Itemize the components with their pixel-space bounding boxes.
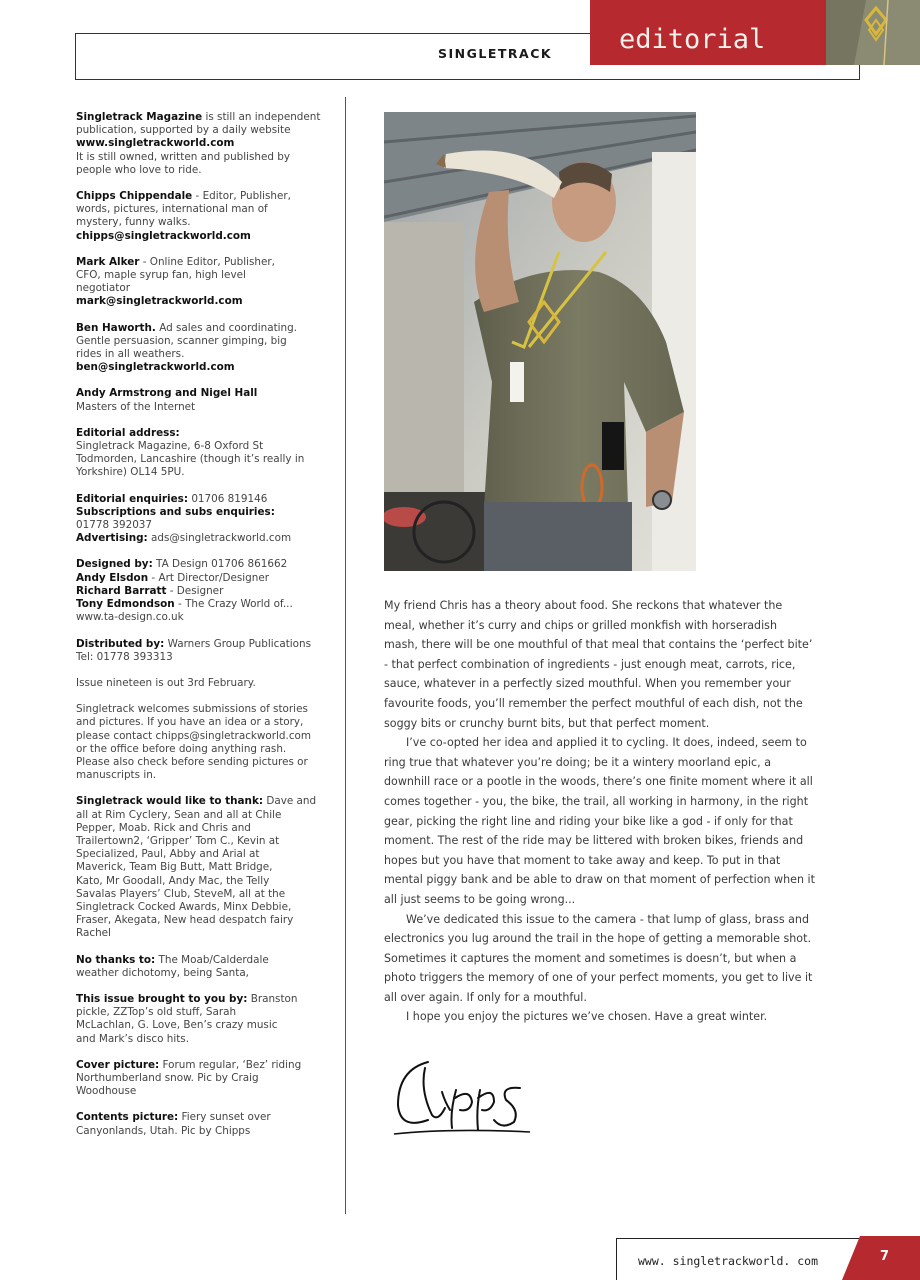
staff-email-link[interactable]: ben@singletrackworld.com: [76, 361, 235, 374]
staff-role: - Designer: [169, 584, 224, 597]
staff-role: rides in all weathers.: [76, 348, 185, 361]
no-thanks-block: [76, 954, 321, 980]
article-line: photo triggers the memory of one of your perfect moments, you get to live it: [384, 971, 813, 985]
website-link[interactable]: www.singletrackworld.com: [76, 137, 235, 150]
article-line: moment. The rest of the ride may be littered with broken bikes, friends and: [384, 834, 804, 848]
staff-role: Gentle persuasion, scanner gimping, big: [76, 334, 287, 347]
text-line: Branston: [250, 992, 298, 1005]
address-line: Todmorden, Lancashire (though it’s really in: [76, 453, 305, 466]
staff-role: - Online Editor, Publisher,: [142, 255, 275, 268]
editorial-body: [384, 596, 824, 1027]
credit-value: Warners Group Publications: [167, 637, 312, 650]
enquiries-label: Editorial enquiries:: [76, 492, 188, 505]
distribution-block: [76, 638, 321, 664]
staff-role: Masters of the Internet: [76, 400, 196, 413]
text-line: Singletrack Cocked Awards, Minx Debbie,: [76, 900, 292, 913]
staff-role: words, pictures, international man of: [76, 203, 268, 216]
staff-email-link[interactable]: mark@singletrackworld.com: [76, 295, 243, 308]
staff-email-link[interactable]: chipps@singletrackworld.com: [76, 229, 251, 242]
staff-role: - Art Director/Designer: [151, 571, 269, 584]
article-line: downhill race or a pootle in the woods, there’s one finite moment where it all: [384, 775, 813, 789]
address-label: Editorial address:: [76, 426, 180, 439]
text-line: McLachlan, G. Love, Ben’s crazy music: [76, 1019, 278, 1032]
credit-label: Distributed by:: [76, 637, 165, 650]
article-line: We’ve dedicated this issue to the camera - that lump of glass, brass and: [406, 912, 810, 926]
text-line: Fiery sunset over: [181, 1111, 271, 1124]
editorial-address: [76, 427, 321, 480]
article-line: all just seems to be going wrong...: [384, 892, 576, 906]
paragraph-2: [384, 733, 824, 909]
text-line: Dave and: [266, 795, 317, 808]
article-line: My friend Chris has a theory about food. She reckons that whatever the: [384, 599, 783, 612]
phone-number: Tel: 01778 393313: [76, 650, 173, 663]
staff-role: - The Crazy World of...: [178, 598, 293, 611]
staff-name: Mark Alker: [76, 255, 140, 268]
text-line: Pepper, Moab. Rick and Chris and: [76, 821, 251, 834]
text-line: please contact chipps@singletrackworld.com: [76, 729, 312, 742]
section-title: editorial: [619, 24, 766, 55]
text-line: Rachel: [76, 927, 111, 940]
article-line: gear, picking the right line and riding your bike like a god - if only for that: [384, 814, 793, 828]
contents-picture-credit: [76, 1111, 321, 1137]
address-line: Singletrack Magazine, 6-8 Oxford St: [76, 440, 264, 453]
enquiries-label: Subscriptions and subs enquiries:: [76, 505, 275, 518]
text-line: and Mark’s disco hits.: [76, 1032, 190, 1045]
staff-ben: [76, 322, 321, 375]
article-line: mash, there will be one mouthful of that meal that contains the ‘perfect bite’: [384, 638, 813, 652]
staff-name: Tony Edmondson: [76, 598, 175, 611]
text-line: Please also check before sending pictures or: [76, 755, 308, 768]
text-line: and pictures. If you have an idea or a story,: [76, 716, 304, 729]
paragraph-1: [384, 596, 824, 733]
thanks-block: [76, 795, 321, 940]
text-line: Savalas Players’ Club, SteveM, all at the: [76, 887, 286, 900]
enquiries-block: [76, 493, 321, 546]
article-line: electronics you lug around the trail in the hope of getting a memorable shot.: [384, 932, 811, 946]
editor-signature: [390, 1050, 550, 1145]
intro-block: [76, 111, 321, 177]
staff-chipps: [76, 190, 321, 243]
footer-website-link[interactable]: www. singletrackworld. com: [638, 1254, 819, 1268]
design-website-link[interactable]: www.ta-design.co.uk: [76, 611, 184, 624]
credit-value: TA Design 01706 861662: [156, 558, 288, 571]
article-line: sauce, whatever in a perfectly sized mouthful. When you remember your: [384, 677, 791, 691]
credit-label: Singletrack would like to thank:: [76, 795, 264, 808]
article-line: I hope you enjoy the pictures we’ve chosen. Have a great winter.: [406, 1010, 768, 1024]
article-line: mental piggy bank and be able to draw on that moment of perfection when it: [384, 873, 815, 887]
text-line: manuscripts in.: [76, 769, 157, 782]
staff-role: CFO, maple syrup fan, high level: [76, 269, 246, 282]
text-line: The Moab/Calderdale: [158, 953, 269, 966]
text-line: Fraser, Akegata, New head despatch fairy: [76, 914, 294, 927]
paragraph-3: [384, 910, 824, 1008]
intro-text: publication, supported by a daily website: [76, 124, 291, 137]
staff-name: Andy Elsdon: [76, 571, 149, 584]
next-issue-note: Issue nineteen is out 3rd February.: [76, 676, 256, 689]
staff-role: negotiator: [76, 282, 130, 295]
article-line: soggy bits or crunchy burnt bits, but that perfect moment.: [384, 716, 710, 730]
text-line: Trailertown2, ‘Gripper’ Tom C., Kevin at: [76, 834, 280, 847]
article-line: favourite foods, you’ll remember the perfect mouthful of each dish, not the: [384, 696, 803, 710]
masthead-column: [76, 111, 321, 1151]
article-line: hopes but you have that moment to take away and keep. To put in that: [384, 853, 781, 867]
credit-label: Cover picture:: [76, 1058, 160, 1071]
staff-role: - Editor, Publisher,: [195, 190, 291, 203]
page-number: 7: [880, 1249, 890, 1264]
header-thumbnail-image: [826, 0, 920, 65]
text-line: Forum regular, ‘Bez’ riding: [162, 1058, 302, 1071]
brought-block: [76, 993, 321, 1046]
intro-text: is still an independent: [205, 111, 321, 123]
staff-name: Richard Barratt: [76, 584, 167, 597]
staff-name: Chipps Chippendale: [76, 190, 193, 203]
staff-internet: [76, 387, 321, 413]
staff-mark: [76, 256, 321, 309]
enquiries-label: Advertising:: [76, 532, 148, 545]
thumbnail-shirt-logo-icon: [826, 0, 920, 65]
brand-logo: SINGLETRACK: [438, 46, 553, 61]
article-line: I’ve co-opted her idea and applied it to cycling. It does, indeed, seem to: [406, 736, 807, 750]
credit-label: Designed by:: [76, 558, 153, 571]
text-line: weather dichotomy, being Santa,: [76, 966, 249, 979]
article-line: comes together - you, the bike, the trail, all working in harmony, in the right: [384, 794, 809, 808]
phone-number: 01706 819146: [191, 492, 268, 505]
credit-label: This issue brought to you by:: [76, 992, 248, 1005]
staff-role: Ad sales and coordinating.: [159, 321, 298, 334]
text-line: Northumberland snow. Pic by Craig: [76, 1071, 259, 1084]
text-line: or the office before doing anything rash.: [76, 742, 287, 755]
address-line: Yorkshire) OL14 5PU.: [76, 466, 185, 479]
signature-chipps-icon: [390, 1050, 550, 1145]
article-line: - that perfect combination of ingredients - just enough meat, carrots, rice,: [384, 657, 796, 671]
submissions-note: [76, 703, 321, 782]
article-line: all over again. If only for a mouthful.: [384, 990, 587, 1004]
text-line: pickle, ZZTop’s old stuff, Sarah: [76, 1006, 237, 1019]
text-line: Maverick, Team Big Butt, Matt Bridge,: [76, 861, 273, 874]
staff-role: mystery, funny walks.: [76, 216, 191, 229]
credit-label: Contents picture:: [76, 1111, 179, 1124]
magazine-name: Singletrack Magazine: [76, 111, 203, 123]
article-line: meal, whether it’s curry and chips or grilled monkfish with horseradish: [384, 618, 777, 632]
credit-label: No thanks to:: [76, 953, 156, 966]
intro-text: people who love to ride.: [76, 163, 202, 176]
column-divider: [345, 97, 346, 1214]
paragraph-4: [384, 1007, 824, 1027]
advertising-email-link[interactable]: ads@singletrackworld.com: [151, 532, 292, 545]
text-line: Kato, Mr Goodall, Andy Mac, the Telly: [76, 874, 270, 887]
text-line: Singletrack welcomes submissions of stories: [76, 703, 308, 716]
article-line: ring true that whatever you’re doing; be it a wintery moorland epic, a: [384, 755, 771, 769]
design-credits: [76, 558, 321, 624]
text-line: Specialized, Paul, Abby and Arial at: [76, 848, 260, 861]
man-drinking-photo-icon: [384, 112, 696, 571]
staff-name: Andy Armstrong and Nigel Hall: [76, 387, 258, 400]
phone-number: 01778 392037: [76, 519, 153, 532]
article-line: Sometimes it captures the moment and sometimes is doesn’t, but when a: [384, 951, 797, 965]
intro-text: It is still owned, written and published by: [76, 150, 291, 163]
text-line: all at Rim Cyclery, Sean and all at Chile: [76, 808, 282, 821]
text-line: Woodhouse: [76, 1085, 137, 1098]
text-line: Canyonlands, Utah. Pic by Chipps: [76, 1124, 251, 1137]
cover-picture-credit: [76, 1059, 321, 1099]
staff-name: Ben Haworth.: [76, 321, 156, 334]
editorial-photo: [384, 112, 696, 571]
